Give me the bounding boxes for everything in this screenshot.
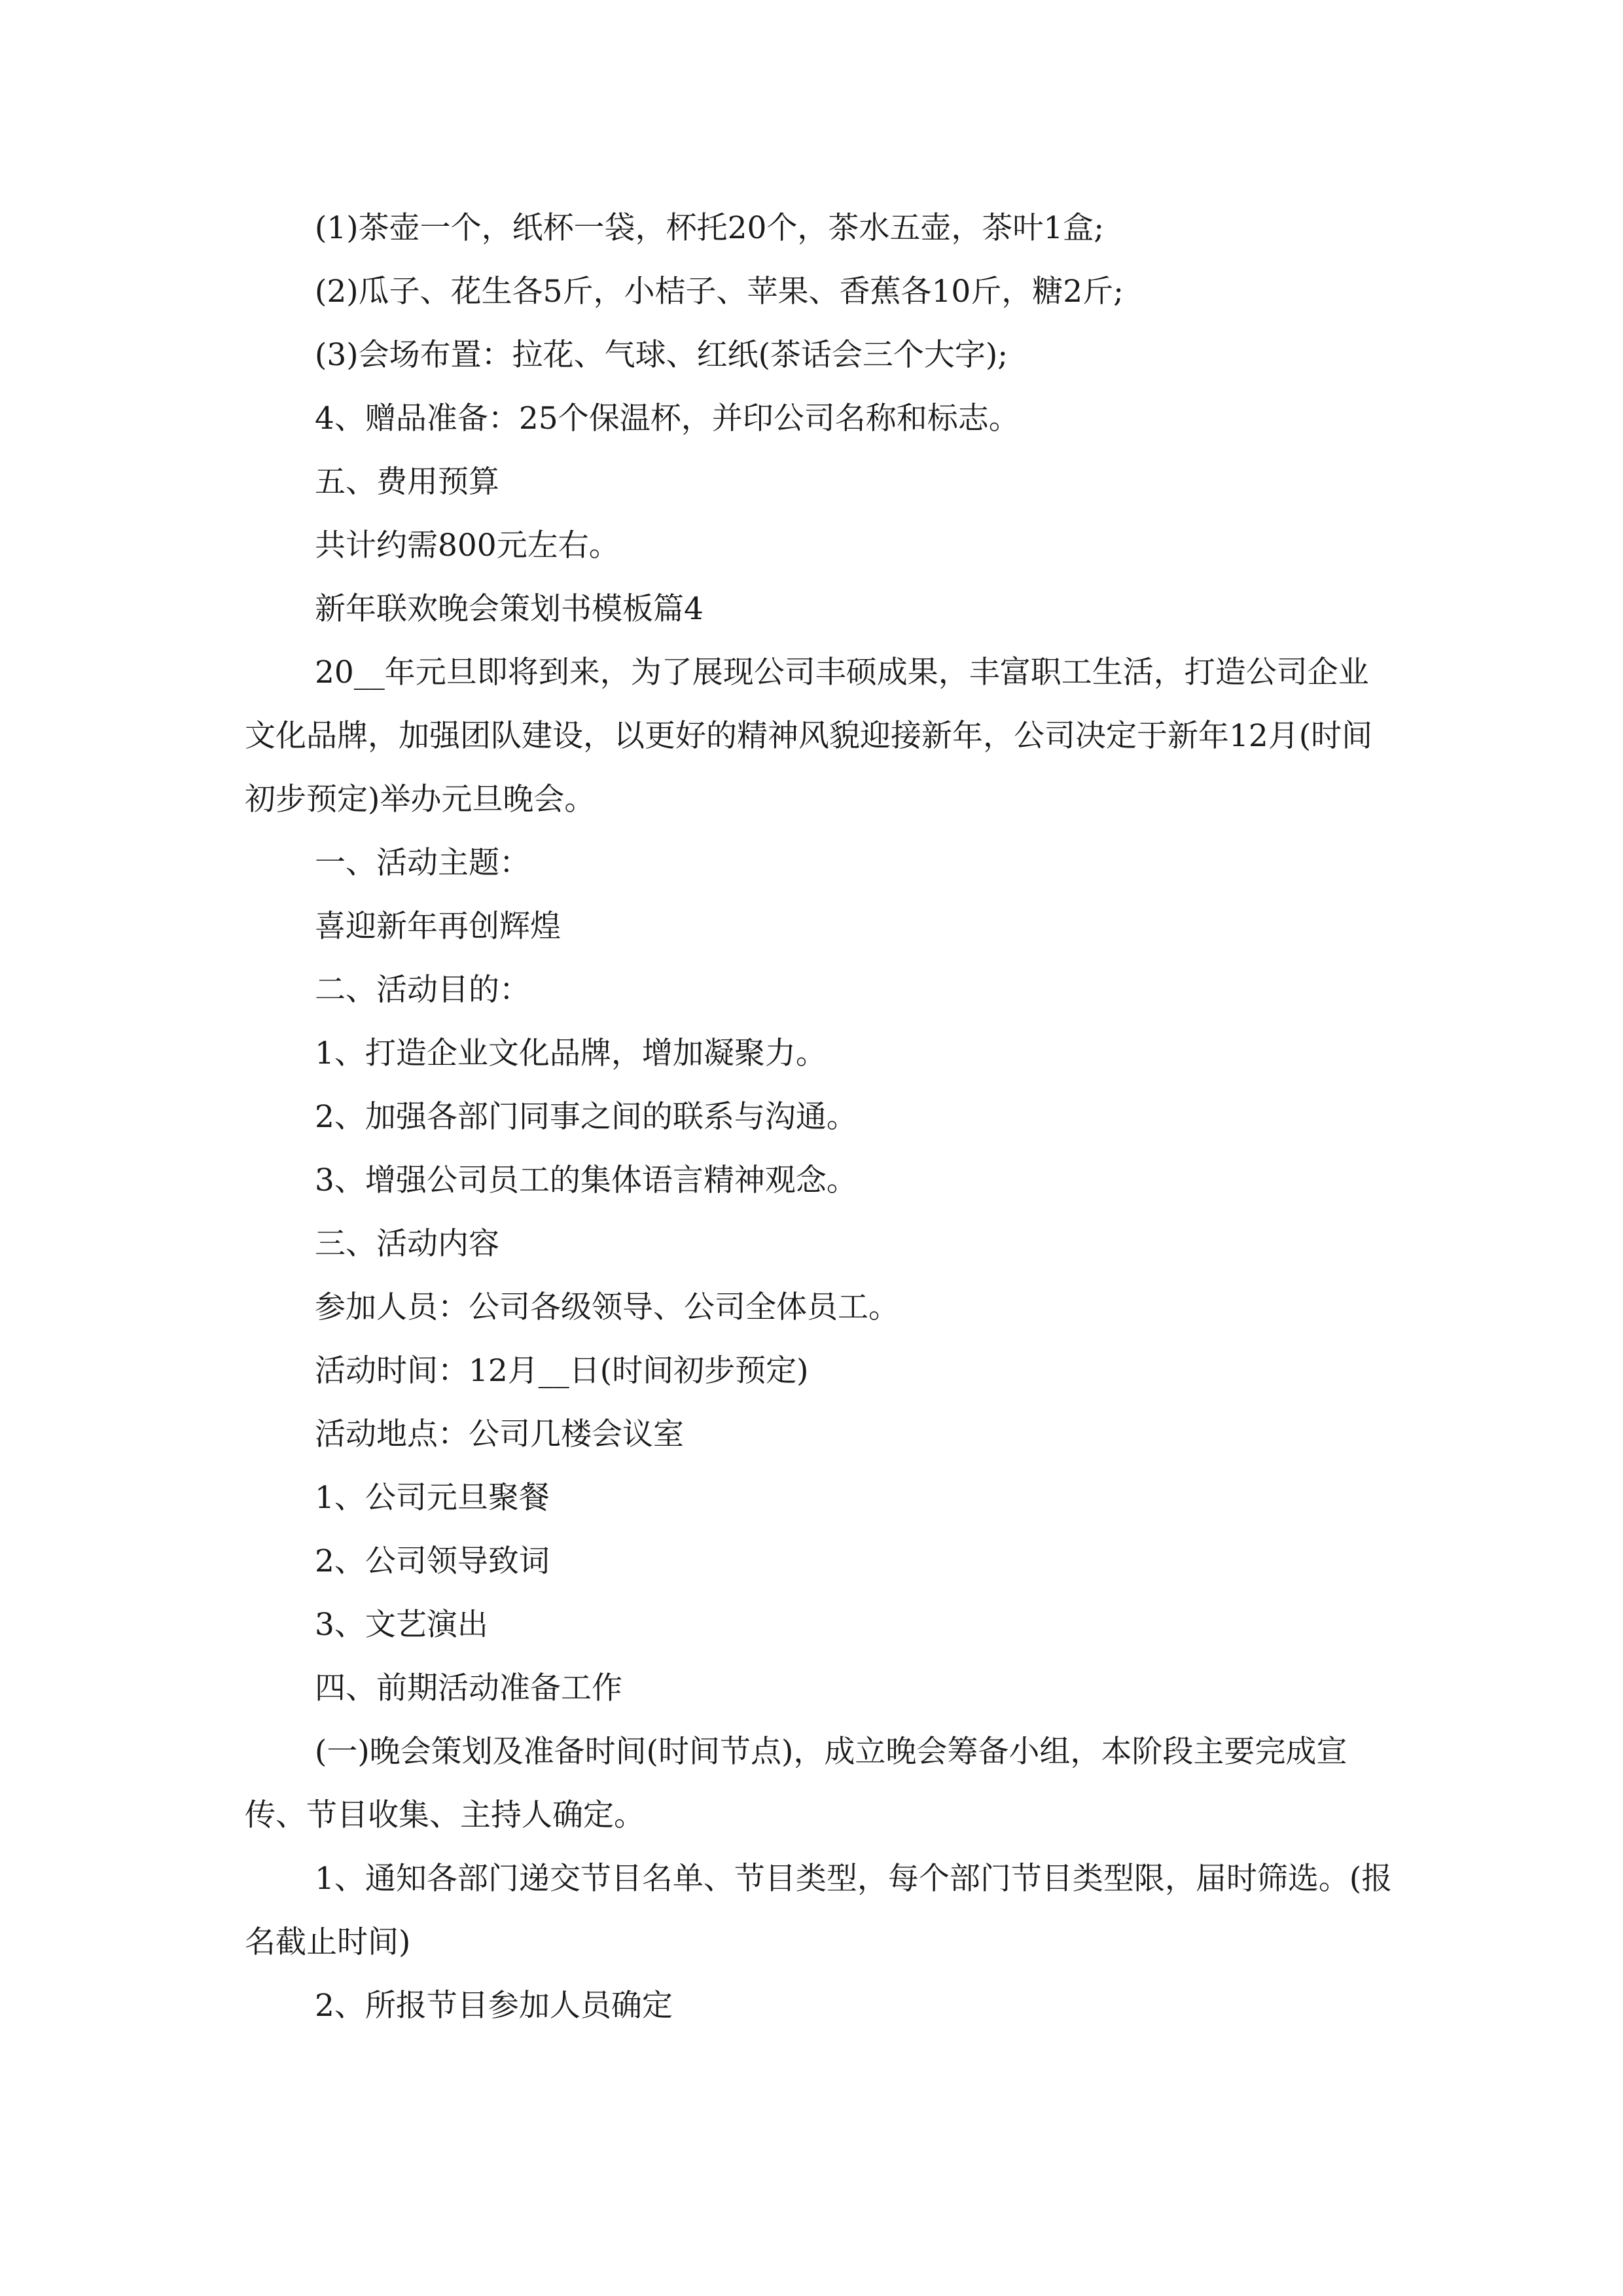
list-item: 2、加强各部门同事之间的联系与沟通。 xyxy=(315,1099,857,1135)
section-heading: 一、活动主题： xyxy=(315,845,530,881)
document-body xyxy=(245,196,1398,2037)
paragraph: 喜迎新年再创辉煌 xyxy=(315,908,561,944)
paragraph: (3)会场布置：拉花、气球、红纸(茶话会三个大字); xyxy=(315,337,1008,373)
paragraph: 4、赠品准备：25个保温杯，并印公司名称和标志。 xyxy=(315,401,1020,437)
section-heading: 二、活动目的： xyxy=(315,972,530,1008)
list-item: 3、增强公司员工的集体语言精神观念。 xyxy=(315,1162,857,1198)
section-heading: 五、费用预算 xyxy=(315,464,499,500)
list-item: 1、公司元旦聚餐 xyxy=(315,1480,550,1516)
section-heading: 三、活动内容 xyxy=(315,1226,499,1262)
paragraph: 共计约需800元左右。 xyxy=(315,528,620,564)
paragraph: (1)茶壶一个，纸杯一袋，杯托20个，茶水五壶，茶叶1盒; xyxy=(315,210,1105,246)
list-item: 1、打造企业文化品牌，增加凝聚力。 xyxy=(315,1035,827,1071)
list-item: 1、通知各部门递交节目名单、节目类型，每个部门节目类型限，届时筛选。(报名截止时间) xyxy=(245,1861,1393,1960)
document-title: 新年联欢晚会策划书模板篇4 xyxy=(315,591,704,627)
paragraph: (2)瓜子、花生各5斤，小桔子、苹果、香蕉各10斤，糖2斤; xyxy=(315,274,1124,310)
paragraph: 参加人员：公司各级领导、公司全体员工。 xyxy=(315,1289,899,1325)
list-item: 2、所报节目参加人员确定 xyxy=(315,1988,673,2024)
paragraph: 活动地点：公司几楼会议室 xyxy=(315,1416,684,1452)
paragraph: 20__年元旦即将到来，为了展现公司丰硕成果，丰富职工生活，打造公司企业文化品牌，加强团队建设，以更好的精神风貌迎接新年，公司决定于新年12月(时间初步预定)举办元旦晚会。 xyxy=(245,655,1373,817)
list-item: 2、公司领导致词 xyxy=(315,1543,550,1579)
paragraph: 活动时间：12月__日(时间初步预定) xyxy=(315,1353,809,1389)
list-item: 3、文艺演出 xyxy=(315,1607,488,1643)
section-heading: 四、前期活动准备工作 xyxy=(315,1670,622,1706)
paragraph: (一)晚会策划及准备时间(时间节点)，成立晚会筹备小组，本阶段主要完成宣传、节目收集、主持人确定。 xyxy=(245,1734,1347,1833)
